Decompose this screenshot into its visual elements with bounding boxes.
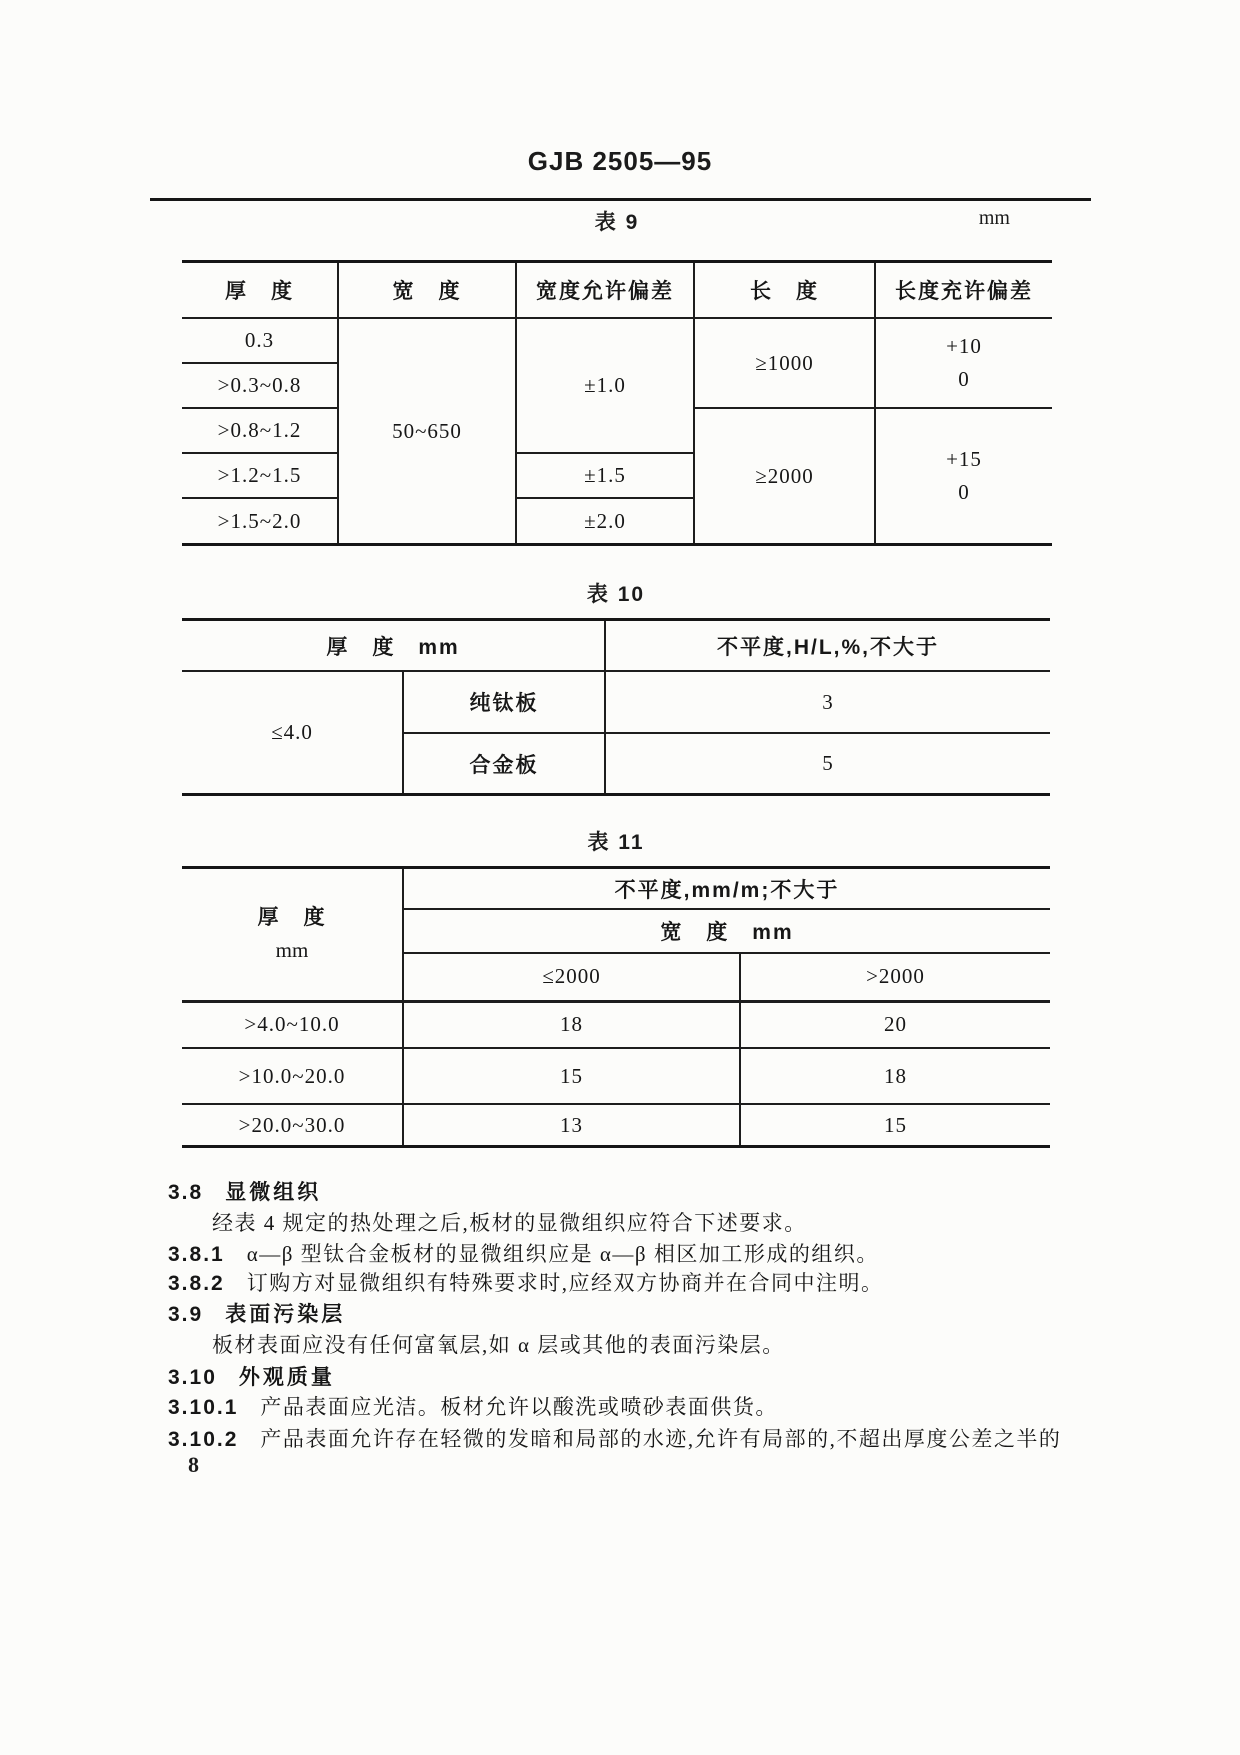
length-dev-plus: +15 bbox=[946, 447, 982, 472]
table9-header-length-dev: 长度充许偏差 bbox=[875, 263, 1052, 318]
section-3-8-heading bbox=[168, 1176, 321, 1206]
length-dev-zero: 0 bbox=[958, 367, 970, 391]
section-title: 外观质量 bbox=[238, 1366, 335, 1389]
header-rule bbox=[150, 198, 1091, 201]
standard-code: GJB 2505—95 bbox=[527, 146, 713, 176]
table9-header-thickness: 厚 度 bbox=[182, 263, 338, 318]
table9 bbox=[182, 260, 1052, 546]
paragraph-text: 产品表面允许存在轻微的发暗和局部的水迹,允许有局部的,不超出厚度公差之半的 bbox=[260, 1427, 1062, 1451]
section-number: 3.8.2 bbox=[168, 1272, 225, 1295]
section-number: 3.8.1 bbox=[168, 1243, 225, 1266]
table9-caption-text: 表 9 bbox=[594, 211, 640, 234]
table10-header-thickness: 厚 度 mm bbox=[182, 621, 605, 671]
table9-thickness-cell: >1.5~2.0 bbox=[182, 498, 338, 543]
table9-header-width-dev: 宽度允许偏差 bbox=[516, 263, 694, 318]
section-number: 3.10.2 bbox=[168, 1428, 239, 1451]
table10-thickness-cell: ≤4.0 bbox=[182, 671, 403, 793]
length-dev-zero: 0 bbox=[958, 480, 970, 504]
table10-material-cell: 合金板 bbox=[403, 733, 605, 793]
thickness-label: 厚 度 bbox=[257, 905, 327, 929]
table11-caption-text: 表 11 bbox=[587, 831, 645, 854]
table9-unit-label: mm bbox=[978, 207, 1010, 229]
table11-header-width: 宽 度 mm bbox=[403, 909, 1050, 953]
section-3-10-1 bbox=[168, 1391, 778, 1421]
table9-header-length: 长 度 bbox=[694, 263, 875, 318]
table9-thickness-cell: >0.8~1.2 bbox=[182, 408, 338, 453]
section-number: 3.10 bbox=[168, 1366, 217, 1389]
section-number: 3.9 bbox=[168, 1303, 204, 1326]
section-3-9-heading bbox=[168, 1298, 345, 1328]
paragraph-text: 板材表面应没有任何富氧层,如 α 层或其他的表面污染层。 bbox=[212, 1333, 785, 1357]
table11-width-col: ≤2000 bbox=[403, 953, 740, 1001]
table10-caption-text: 表 10 bbox=[586, 583, 646, 606]
table9-width-cell: 50~650 bbox=[338, 318, 516, 543]
section-3-10-2 bbox=[168, 1423, 1061, 1453]
table11-value-cell: 18 bbox=[740, 1048, 1050, 1104]
table11 bbox=[182, 866, 1050, 1148]
table9-width-dev-cell: ±1.0 bbox=[516, 318, 694, 453]
table11-value-cell: 15 bbox=[740, 1104, 1050, 1145]
table9-grid bbox=[182, 263, 1052, 543]
table10 bbox=[182, 618, 1050, 796]
table9-width-dev-cell: ±1.5 bbox=[516, 453, 694, 498]
section-3-8-2 bbox=[168, 1267, 883, 1297]
table10-value-cell: 5 bbox=[605, 733, 1050, 793]
thickness-unit: mm bbox=[275, 938, 309, 963]
table11-thickness-cell: >10.0~20.0 bbox=[182, 1048, 403, 1104]
section-title: 表面污染层 bbox=[225, 1303, 346, 1326]
length-dev-plus: +10 bbox=[946, 334, 982, 359]
table9-caption bbox=[182, 206, 1052, 236]
table9-length-cell: ≥2000 bbox=[694, 408, 875, 543]
section-3-8-paragraph bbox=[212, 1207, 807, 1237]
paragraph-text: 经表 4 规定的热处理之后,板材的显微组织应符合下述要求。 bbox=[212, 1211, 807, 1235]
table11-caption bbox=[182, 826, 1050, 856]
section-title: 显微组织 bbox=[225, 1181, 322, 1204]
table9-thickness-cell: 0.3 bbox=[182, 318, 338, 363]
table11-header-thickness bbox=[182, 869, 403, 1001]
table11-grid bbox=[182, 869, 1050, 1145]
table11-width-col: >2000 bbox=[740, 953, 1050, 1001]
table9-thickness-cell: >0.3~0.8 bbox=[182, 363, 338, 408]
table9-header-width: 宽 度 bbox=[338, 263, 516, 318]
table9-length-cell: ≥1000 bbox=[694, 318, 875, 408]
section-number: 3.10.1 bbox=[168, 1396, 239, 1419]
table10-header-flatness: 不平度,H/L,%,不大于 bbox=[605, 621, 1050, 671]
table11-value-cell: 13 bbox=[403, 1104, 740, 1145]
table10-material-cell: 纯钛板 bbox=[403, 671, 605, 733]
table10-grid bbox=[182, 621, 1050, 793]
section-3-10-heading bbox=[168, 1361, 335, 1391]
table10-caption bbox=[182, 578, 1050, 608]
page-number: 8 bbox=[188, 1452, 199, 1477]
paragraph-text: 订购方对显微组织有特殊要求时,应经双方协商并在合同中注明。 bbox=[246, 1271, 884, 1295]
section-3-8-1 bbox=[168, 1238, 879, 1268]
paragraph-text: 产品表面应光洁。板材允许以酸洗或喷砂表面供货。 bbox=[260, 1395, 778, 1419]
table10-value-cell: 3 bbox=[605, 671, 1050, 733]
table9-length-dev-cell bbox=[875, 408, 1052, 543]
table11-value-cell: 15 bbox=[403, 1048, 740, 1104]
table9-width-dev-cell: ±2.0 bbox=[516, 498, 694, 543]
section-3-9-paragraph bbox=[212, 1329, 785, 1359]
table11-value-cell: 20 bbox=[740, 1001, 1050, 1048]
table11-thickness-cell: >4.0~10.0 bbox=[182, 1001, 403, 1048]
table11-header-flatness: 不平度,mm/m;不大于 bbox=[403, 869, 1050, 909]
table9-thickness-cell: >1.2~1.5 bbox=[182, 453, 338, 498]
paragraph-text: α—β 型钛合金板材的显微组织应是 α—β 相区加工形成的组织。 bbox=[246, 1242, 879, 1266]
table9-length-dev-cell bbox=[875, 318, 1052, 408]
table11-value-cell: 18 bbox=[403, 1001, 740, 1048]
table11-thickness-cell: >20.0~30.0 bbox=[182, 1104, 403, 1145]
section-number: 3.8 bbox=[168, 1181, 204, 1204]
